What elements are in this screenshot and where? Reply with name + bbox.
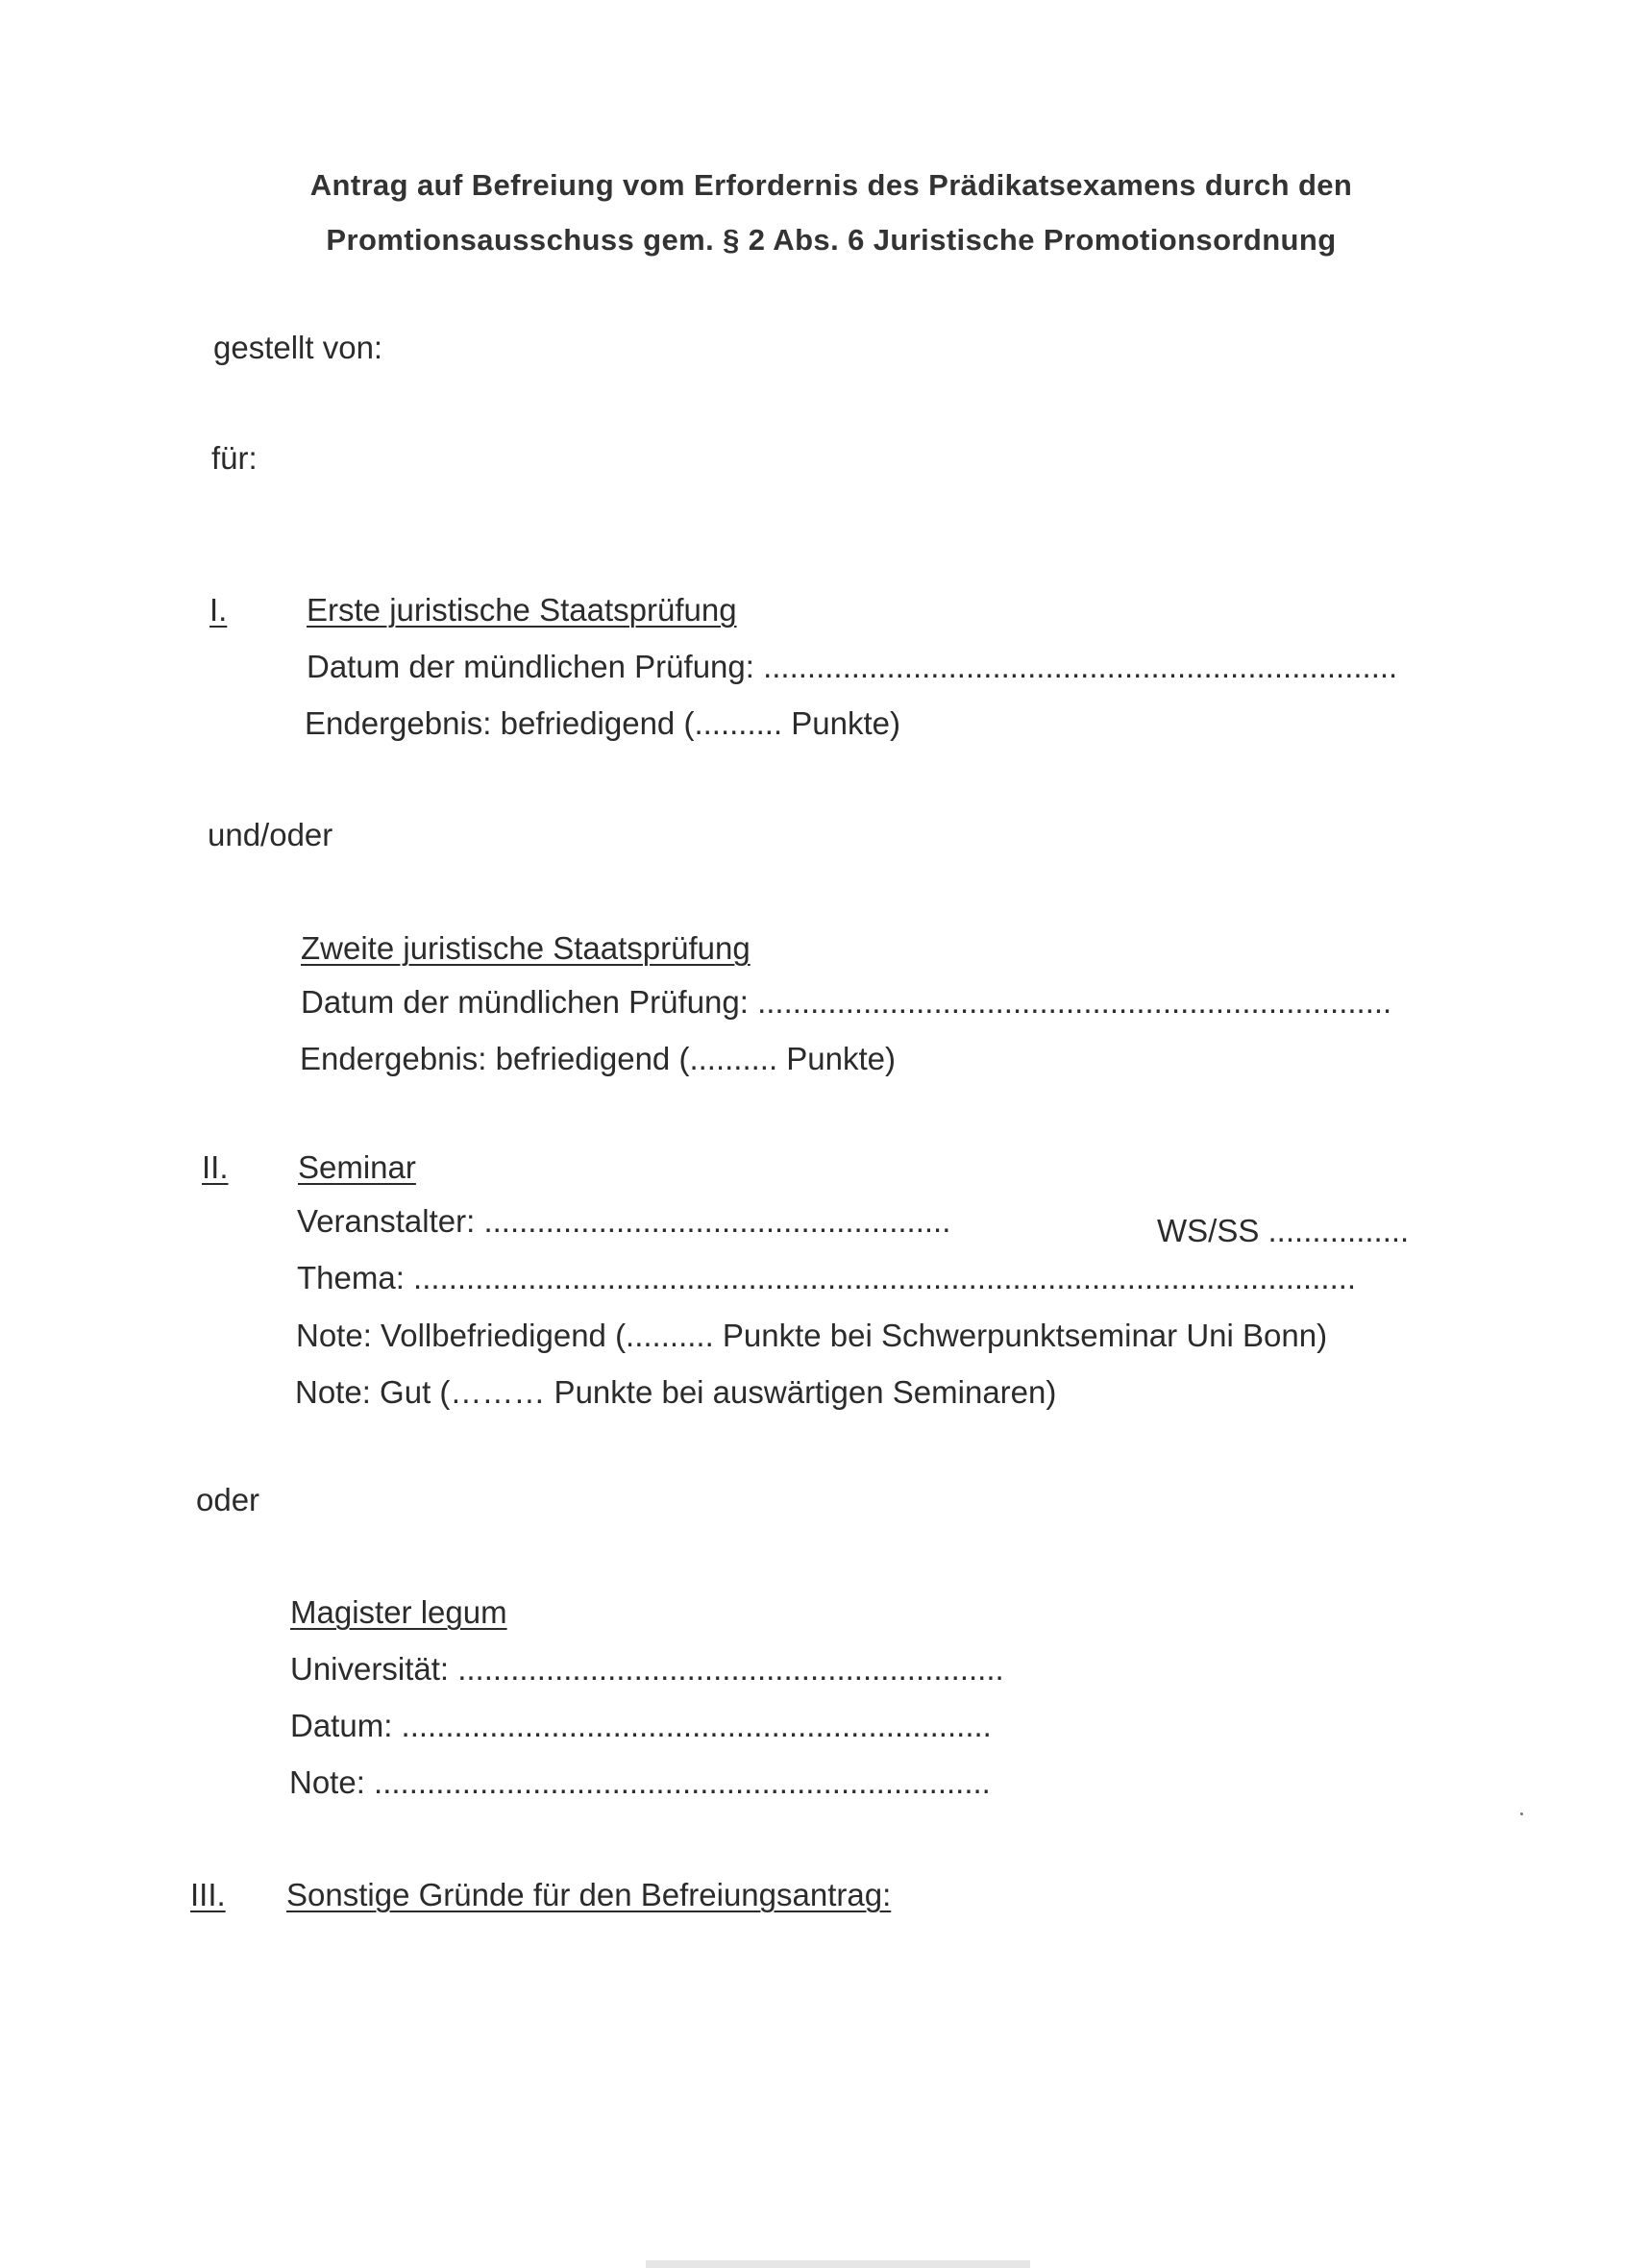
note-vollbefriedigend-line: Note: Vollbefriedigend (.......... Punkte bei Schwerpunktseminar Uni Bonn)	[296, 1318, 1328, 1353]
universitaet-line: Universität: ..............................................................	[290, 1651, 1004, 1687]
datum-line: Datum: ...................................................................	[290, 1708, 992, 1743]
gestellt-von-label: gestellt von:	[213, 330, 383, 365]
note-gut-line: Note: Gut (……… Punkte bei auswärtigen Seminaren)	[295, 1374, 1057, 1410]
second-exam-date-line: Datum der mündlichen Prüfung: ........................................................................	[301, 984, 1392, 1020]
document-title-line-1: Antrag auf Befreiung vom Erfordernis des Prädikatsexamens durch den	[309, 168, 1353, 202]
und-oder-connector: und/oder	[208, 817, 333, 852]
section-1-heading: Erste juristische Staatsprüfung	[307, 592, 737, 628]
magister-legum-heading: Magister legum	[290, 1594, 507, 1630]
second-exam-heading: Zweite juristische Staatsprüfung	[301, 930, 751, 966]
veranstalter-line: Veranstalter: .....................................................	[297, 1203, 951, 1239]
ws-ss-line: WS/SS ................	[1157, 1213, 1410, 1248]
section-1-number: I.	[209, 592, 228, 628]
oder-connector: oder	[196, 1482, 260, 1517]
first-exam-result-line: Endergebnis: befriedigend (.......... Punkte)	[305, 705, 901, 741]
section-3-number: III.	[190, 1877, 226, 1912]
note-line: Note: ......................................................................	[289, 1764, 991, 1800]
section-2-number: II.	[202, 1149, 229, 1185]
section-3-heading: Sonstige Gründe für den Befreiungsantrag:	[286, 1877, 892, 1912]
second-exam-result-line: Endergebnis: befriedigend (.......... Punkte)	[300, 1041, 897, 1076]
section-2-heading: Seminar	[298, 1149, 416, 1185]
fuer-label: für:	[211, 440, 258, 476]
document-title-line-2: Promtionsausschuss gem. § 2 Abs. 6 Juristische Promotionsordnung	[326, 223, 1337, 257]
first-exam-date-line: Datum der mündlichen Prüfung: ........................................................................	[307, 649, 1398, 684]
scan-edge-mark	[646, 2260, 1030, 2268]
scan-speck	[1520, 1812, 1523, 1815]
thema-line: Thema: ...........................................................................................................	[297, 1260, 1357, 1295]
